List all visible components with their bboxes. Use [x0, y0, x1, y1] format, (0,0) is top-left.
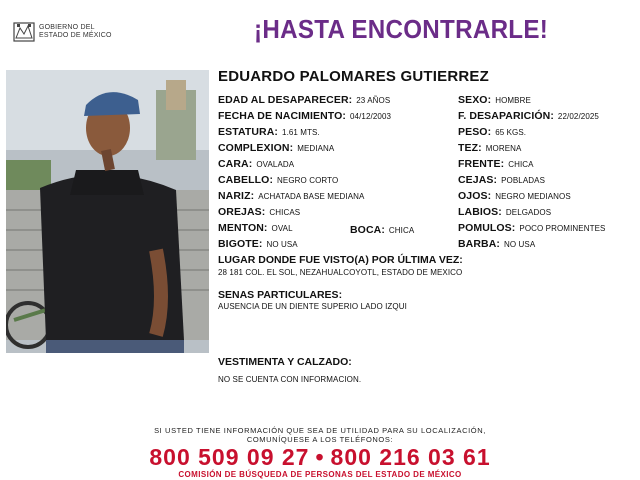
field-sexo	[458, 94, 531, 107]
bullet-separator: •	[315, 444, 325, 470]
location-value: 28 181 COL. EL SOL, NEZAHUALCOYOTL, ESTADO DE MEXICO	[218, 268, 463, 277]
field-label: POMULOS:	[458, 222, 516, 234]
logo-line1: GOBIERNO DEL	[39, 24, 95, 31]
field-value: HOMBRE	[495, 96, 531, 105]
field-bigote	[218, 238, 298, 251]
field-value: POBLADAS	[501, 176, 546, 185]
field-cejas	[458, 174, 545, 187]
field-label: TEZ:	[458, 142, 482, 154]
state-emblem-icon	[12, 20, 36, 44]
field-frente	[458, 158, 534, 171]
field-edad	[218, 94, 390, 107]
field-estatura	[218, 126, 320, 139]
commission-name: COMISIÓN DE BÚSQUEDA DE PERSONAS DEL ESTADO DE MÉXICO	[178, 470, 462, 479]
clothing-value: NO SE CUENTA CON INFORMACION.	[218, 375, 362, 384]
field-label: EDAD AL DESAPARECER:	[218, 94, 353, 106]
person-name: EDUARDO PALOMARES GUTIERREZ	[218, 68, 489, 85]
field-value: NEGRO MEDIANOS	[495, 192, 571, 201]
logo-line2: ESTADO DE MÉXICO	[39, 32, 112, 39]
field-label: NARIZ:	[218, 190, 255, 202]
field-cara	[218, 158, 294, 171]
field-label: F. DESAPARICIÓN:	[458, 110, 554, 122]
field-value: MEDIANA	[297, 144, 335, 153]
field-value: NEGRO CORTO	[277, 176, 339, 185]
field-label: CABELLO:	[218, 174, 274, 186]
field-label: FECHA DE NACIMIENTO:	[218, 110, 346, 122]
field-desaparicion	[458, 110, 599, 123]
field-label: FRENTE:	[458, 158, 505, 170]
field-label: MENTON:	[218, 222, 268, 234]
field-value: ACHATADA BASE MEDIANA	[258, 192, 365, 201]
contact-info-line1: SI USTED TIENE INFORMACIÓN QUE SEA DE UTILIDAD PARA SU LOCALIZACIÓN,	[154, 426, 486, 435]
field-value: NO USA	[266, 240, 298, 249]
field-value: MORENA	[485, 144, 522, 153]
field-peso	[458, 126, 526, 139]
field-value: DELGADOS	[505, 208, 552, 217]
field-label: CEJAS:	[458, 174, 498, 186]
field-value: CHICA	[508, 160, 534, 169]
phone-number-1[interactable]: 800 509 09 27	[149, 444, 310, 470]
field-label: COMPLEXION:	[218, 142, 294, 154]
location-label: LUGAR DONDE FUE VISTO(A) POR ÚLTIMA VEZ:	[218, 254, 463, 266]
field-label: OREJAS:	[218, 206, 266, 218]
field-value: 23 AÑOS	[356, 96, 391, 105]
field-menton	[218, 222, 293, 235]
field-nacimiento	[218, 110, 391, 123]
field-label: SEXO:	[458, 94, 492, 106]
field-label: ESTATURA:	[218, 126, 279, 138]
phone-numbers	[0, 444, 640, 471]
field-value: 65 KGS.	[495, 128, 527, 137]
field-barba	[458, 238, 535, 251]
field-tez	[458, 142, 521, 155]
field-complexion	[218, 142, 334, 155]
field-labios	[458, 206, 551, 219]
field-value: 1.61 MTS.	[282, 128, 320, 137]
field-value: 04/12/2003	[350, 112, 392, 121]
field-label: PESO:	[458, 126, 492, 138]
field-label: LABIOS:	[458, 206, 502, 218]
field-nariz	[218, 190, 364, 203]
field-cabello	[218, 174, 338, 187]
headline: ¡HASTA ENCONTRARLE!	[254, 14, 549, 44]
person-photo-image	[6, 70, 209, 353]
clothing-label: VESTIMENTA Y CALZADO:	[218, 356, 352, 368]
field-value: OVAL	[271, 224, 293, 233]
field-value: CHICA	[388, 226, 415, 235]
marks-value: AUSENCIA DE UN DIENTE SUPERIO LADO IZQUI	[218, 302, 407, 311]
field-ojos	[458, 190, 571, 203]
field-orejas	[218, 206, 300, 219]
government-logo	[12, 20, 122, 44]
field-value: OVALADA	[256, 160, 295, 169]
contact-info-line2: COMUNÍQUESE A LOS TELÉFONOS:	[246, 435, 394, 444]
field-label: BARBA:	[458, 238, 501, 250]
phone-number-2[interactable]: 800 216 03 61	[330, 444, 491, 470]
field-boca	[350, 224, 414, 237]
person-photo	[6, 70, 209, 353]
field-value: 22/02/2025	[557, 112, 599, 121]
marks-label: SENAS PARTICULARES:	[218, 289, 343, 301]
field-value: NO USA	[504, 240, 536, 249]
field-pomulos	[458, 222, 605, 235]
field-label: CARA:	[218, 158, 253, 170]
field-label: OJOS:	[458, 190, 492, 202]
field-value: POCO PROMINENTES	[519, 224, 606, 233]
field-value: CHICAS	[269, 208, 301, 217]
field-label: BIGOTE:	[218, 238, 263, 250]
field-label: BOCA:	[350, 224, 385, 236]
